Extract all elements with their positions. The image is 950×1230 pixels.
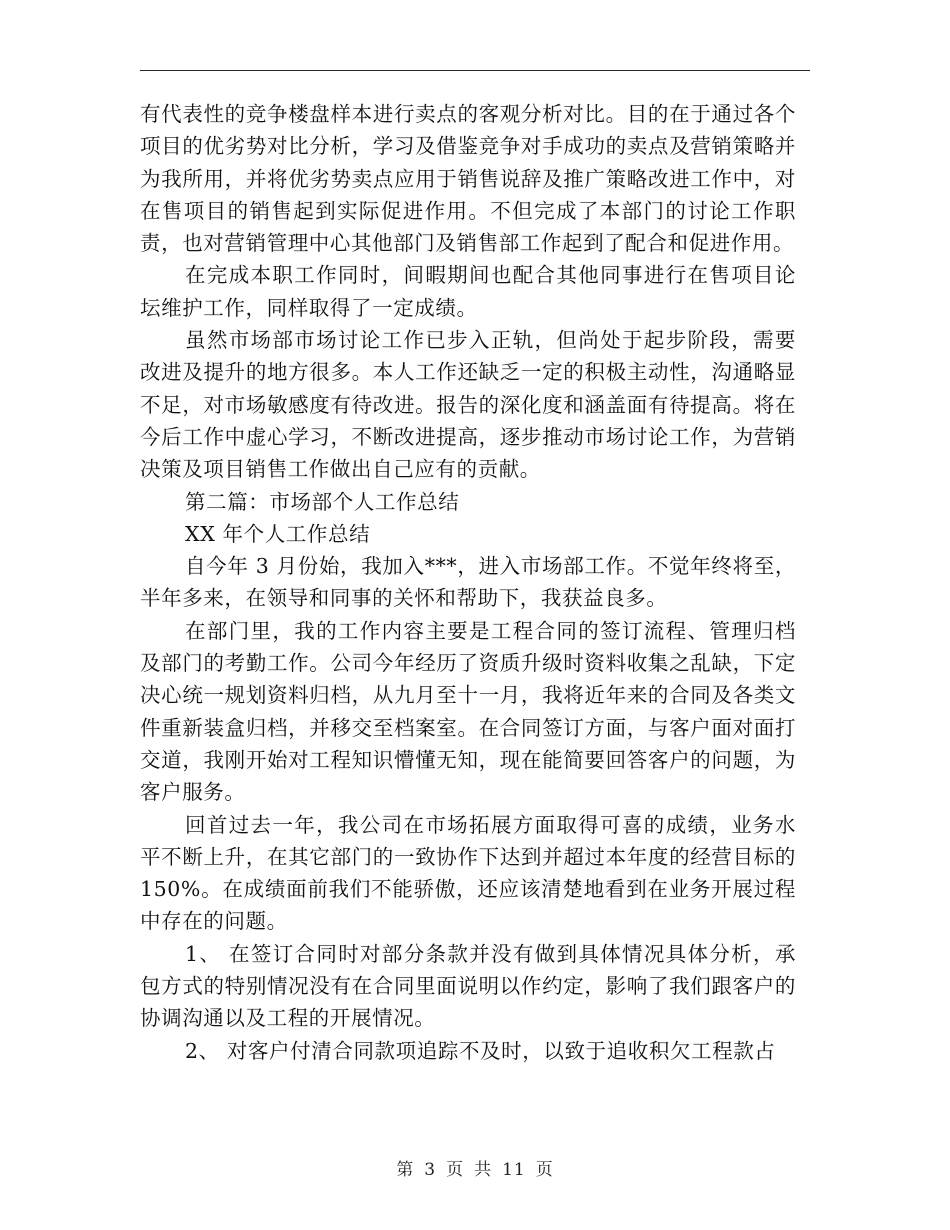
footer-label: 页 (446, 1160, 465, 1180)
section-subheading: XX 年个人工作总结 (185, 521, 371, 546)
footer-label: 共 (474, 1160, 493, 1180)
total-pages: 11 (502, 1160, 526, 1180)
page-footer (0, 1155, 950, 1180)
numbered-item: 2、 对客户付清合同款项追踪不及时，以致于追收积欠工程款占 (185, 1038, 776, 1063)
paragraph: 回首过去一年，我公司在市场拓展方面取得可喜的成绩，业务水平不断上升，在其它部门的一致协作下达到并超过本年度的经营目标的 150%。在成绩面前我们不能骄傲，还应该清楚地看到在业务开展过程中存在的问题。 (140, 812, 796, 934)
page-number: 3 (424, 1160, 437, 1180)
header-rule (140, 70, 810, 71)
footer-label: 页 (535, 1160, 554, 1180)
paragraph: 有代表性的竞争楼盘样本进行卖点的客观分析对比。目的在于通过各个项目的优劣势对比分析，学习及借鉴竞争对手成功的卖点及营销策略并为我所用，并将优劣势卖点应用于销售说辞及推广策略改进工作中，对在售项目的销售起到实际促进作用。不但完成了本部门的讨论工作职责，也对营销管理中心其他部门及销售部工作起到了配合和促进作用。 (140, 102, 796, 256)
numbered-item: 1、 在签订合同时对部分条款并没有做到具体情况具体分析，承包方式的特别情况没有在合同里面说明以作约定，影响了我们跟客户的协调沟通以及工程的开展情况。 (140, 941, 796, 1031)
document-body (140, 98, 796, 1067)
paragraph: 虽然市场部市场讨论工作已步入正轨，但尚处于起步阶段，需要改进及提升的地方很多。本人工作还缺乏一定的积极主动性，沟通略显不足，对市场敏感度有待改进。报告的深化度和涵盖面有待提高。将在今后工作中虚心学习，不断改进提高，逐步推动市场讨论工作，为营销决策及项目销售工作做出自己应有的贡献。 (140, 328, 796, 482)
paragraph: 在完成本职工作同时，间暇期间也配合其他同事进行在售项目论坛维护工作，同样取得了一定成绩。 (140, 263, 796, 320)
paragraph: 自今年 3 月份始，我加入***，进入市场部工作。不觉年终将至，半年多来，在领导和同事的关怀和帮助下，我获益良多。 (140, 554, 796, 611)
section-heading: 第二篇：市场部个人工作总结 (185, 489, 460, 514)
footer-label: 第 (396, 1160, 415, 1180)
paragraph: 在部门里，我的工作内容主要是工程合同的签订流程、管理归档及部门的考勤工作。公司今年经历了资质升级时资料收集之乱缺，下定决心统一规划资料归档，从九月至十一月，我将近年来的合同及各类文件重新装盒归档，并移交至档案室。在合同签订方面，与客户面对面打交道，我刚开始对工程知识懵懂无知，现在能简要回答客户的问题，为客户服务。 (140, 618, 796, 805)
